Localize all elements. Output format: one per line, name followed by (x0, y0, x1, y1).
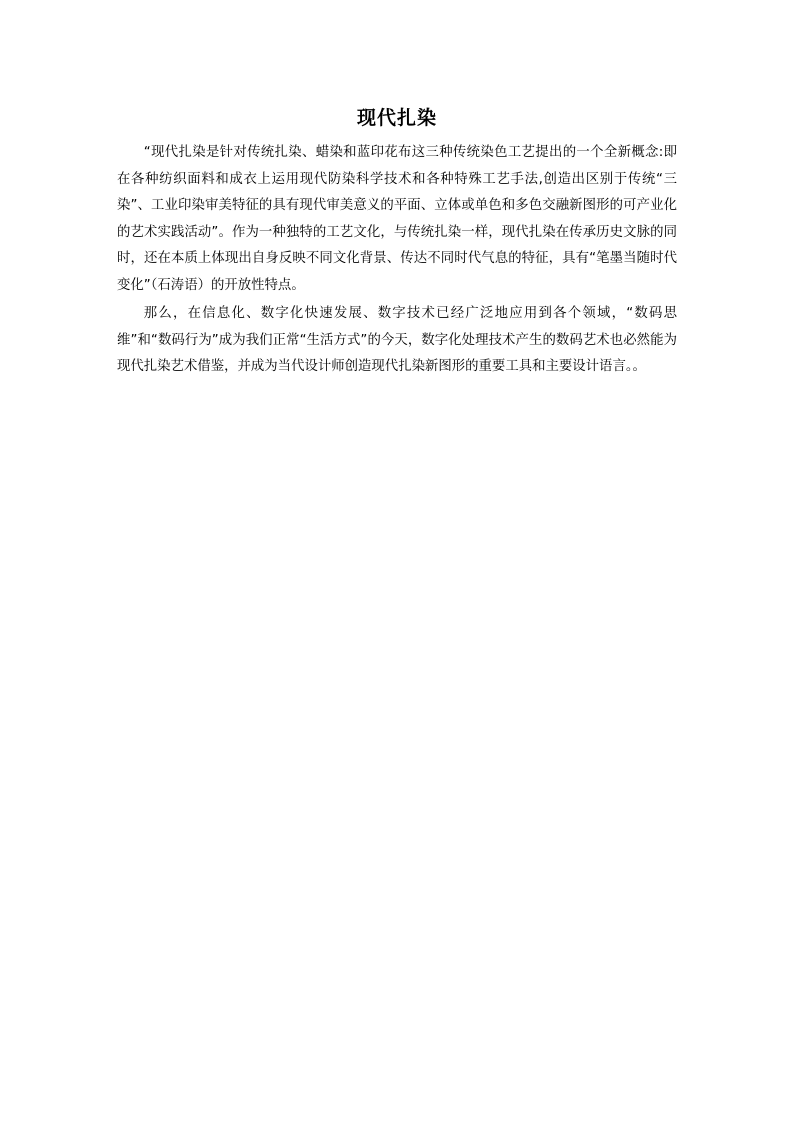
paragraph-1: “现代扎染是针对传统扎染、蜡染和蓝印花布这三种传统染色工艺提出的一个全新概念:即在各种纺织面料和成衣上运用现代防染科学技术和各种特殊工艺手法,创造出区别于传统“三染”、工业印染审美特征的具有现代审美意义的平面、立体或单色和多色交融新图形的可产业化的艺术实践活动”。作为一种独特的工艺文化，与传统扎染一样，现代扎染在传承历史文脉的同时，还在本质上体现出自身反映不同文化背景、传达不同时代气息的特征，具有“笔墨当随时代变化”（石涛语）的开放性特点。 (117, 145, 677, 293)
document-body (117, 140, 677, 381)
paragraph-2: 那么，在信息化、数字化快速发展、数字技术已经广泛地应用到各个领域，“数码思维”和“数码行为”成为我们正常“生活方式”的今天，数字化处理技术产生的数码艺术也必然能为现代扎染艺术借鉴，并成为当代设计师创造现代扎染新图形的重要工具和主要设计语言。。 (117, 306, 677, 374)
document-title: 现代扎染 (356, 107, 437, 129)
